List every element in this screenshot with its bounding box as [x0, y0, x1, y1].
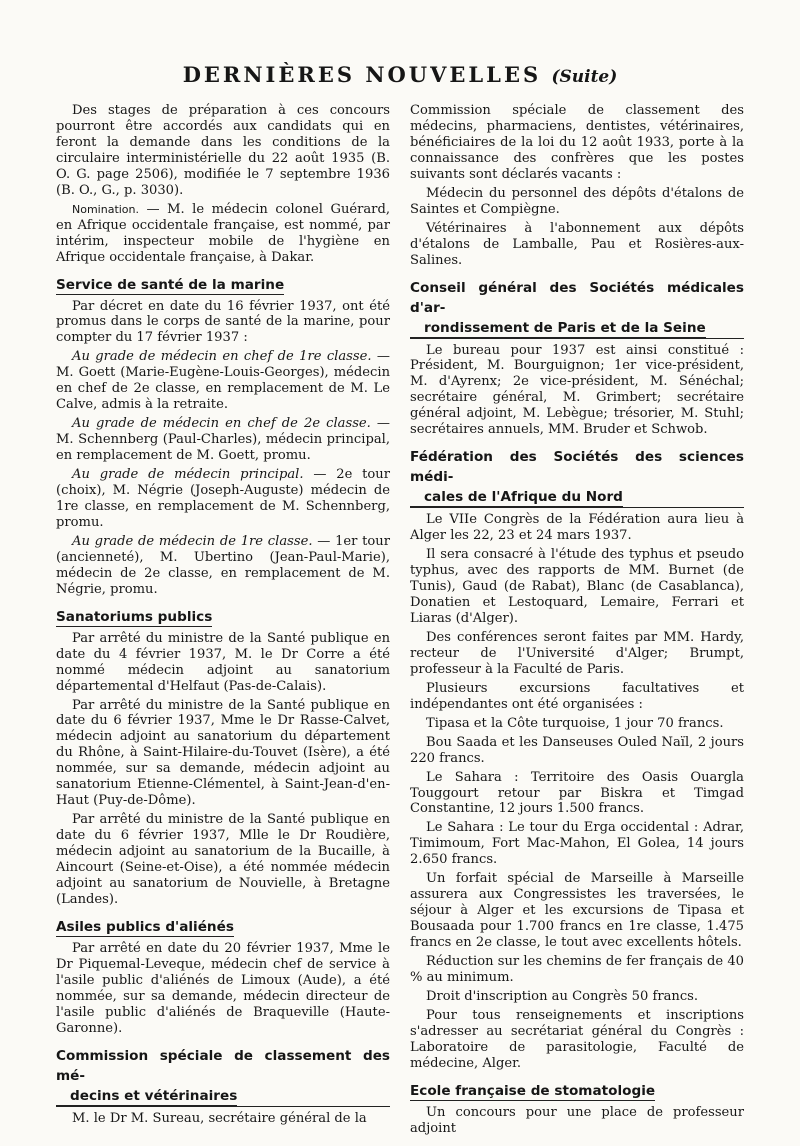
federation-paragraph: Droit d'inscription au Congrès 50 francs.	[426, 988, 699, 1004]
federation-paragraph: Tipasa et la Côte turquoise, 1 jour 70 francs.	[426, 715, 724, 731]
nomination-text: — M. le médecin colonel Guérard, en Afrique occidentale française, est nommé, par intérim, inspecteur mobile de l'hygiène en Afrique occidentale française, à Dakar.	[56, 201, 390, 265]
page-title-text: DERNIÈRES NOUVELLES	[182, 62, 542, 87]
section-heading-sanatoriums: Sanatoriums publics	[56, 608, 213, 625]
federation-paragraph: Plusieurs excursions facultatives et indépendantes ont été organisées :	[410, 680, 744, 712]
section-heading-asiles: Asiles publics d'aliénés	[56, 918, 234, 935]
federation-paragraph: Le Sahara : Le tour du Erga occidental : Adrar, Timimoum, Fort Mac-Mahon, El Golea, 14 jours 2.650 francs.	[410, 820, 744, 868]
marine-item: Au grade de médecin en chef de 1re classe. — M. Goett (Marie-Eugène-Louis-Georges), médecin en chef de 2e classe, en remplacement de M. Le Calve, admis à la retraite.	[56, 349, 390, 413]
commission-paragraph-start: M. le Dr M. Sureau, secrétaire général de la	[72, 1110, 367, 1126]
federation-paragraph: Le VIIe Congrès de la Fédération aura lieu à Alger les 22, 23 et 24 mars 1937.	[410, 512, 744, 544]
federation-paragraph: Réduction sur les chemins de fer français de 40 % au minimum.	[410, 954, 744, 985]
sanatorium-paragraph: Par arrêté du ministre de la Santé publique en date du 4 février 1937, M. le Dr Corre a été nommé médecin adjoint au sanatorium départemental d'Helfaut (Pas-de-Calais).	[56, 630, 390, 694]
nomination-paragraph	[56, 202, 390, 266]
federation-paragraph: Il sera consacré à l'étude des typhus et pseudo typhus, avec des rapports de MM. Burnet (de Tunis), Gaud (de Rabat), Blanc (de Casablanca), Donatien et Lestoquard, Lemaire, Ferrari et Liaras (d'Alger).	[410, 547, 744, 626]
federation-paragraph: Bou Saada et les Danseuses Ouled Naïl, 2 jours 220 francs.	[410, 734, 744, 766]
section-heading-ecole: Ecole française de stomatologie	[410, 1082, 656, 1099]
commission-post: Médecin du personnel des dépôts d'étalons de Saintes et Compiègne.	[410, 185, 744, 217]
federation-paragraph: Pour tous renseignements et inscriptions s'adresser au secrétariat général du Congrès : Laboratoire de parasitologie, Faculté de médecine, Alger.	[410, 1007, 744, 1071]
section-heading-conseil: Conseil général des Sociétés médicales d'ar- rondissement de Paris et de la Seine	[410, 278, 744, 339]
section-heading-federation: Fédération des Sociétés des sciences médi- cales de l'Afrique du Nord	[410, 447, 744, 508]
sanatorium-paragraph: Par arrêté du ministre de la Santé publique en date du 6 février 1937, Mme le Dr Rasse-Calvet, médecin adjoint au sanatorium du département du Rhône, à Saint-Hilaire-du-Touvet (Isère), a été nommée, sur sa demande, médecin adjoint au sanatorium Etienne-Clémentel, à Saint-Jean-d'en-Haut (Puy-de-Dôme).	[56, 697, 390, 809]
marine-item: Au grade de médecin en chef de 2e classe. — M. Schennberg (Paul-Charles), médecin principal, en remplacement de M. Goett, promu.	[56, 416, 390, 464]
commission-post: Vétérinaires à l'abonnement aux dépôts d'étalons de Lamballe, Pau et Rosières-aux-Salines.	[410, 220, 744, 268]
federation-paragraph: Un forfait spécial de Marseille à Marseille assurera aux Congressistes les traversées, le séjour à Alger et les excursions de Tipasa et Bousaada pour 1.700 francs en 1re classe, 1.475 francs en 2e classe, le tout avec excellents hôtels.	[410, 871, 744, 951]
sanatorium-paragraph: Par arrêté du ministre de la Santé publique en date du 6 février 1937, Mlle le Dr Roudière, médecin adjoint au sanatorium de la Bucaille, à Aincourt (Seine-et-Oise), a été nommée médecin adjoint au sanatorium de Nouvielle, à Bretagne (Landes).	[56, 812, 390, 907]
section-heading-commission: Commission spéciale de classement des mé- decins et vétérinaires	[56, 1046, 390, 1107]
intro-paragraph: Des stages de préparation à ces concours pourront être accordés aux candidats qui en feront la demande dans les conditions de la circulaire interministérielle du 22 août 1935 (B. O. G. page 2506), modifiée le 7 septembre 1936 (B. O., G., p. 3030).	[56, 103, 390, 198]
marine-item: Au grade de médecin de 1re classe. — 1er tour (ancienneté), M. Ubertino (Jean-Paul-Marie), médecin de 2e classe, en remplacement de M. Négrie, promu.	[56, 533, 390, 597]
conseil-paragraph: Le bureau pour 1937 est ainsi constitué : Président, M. Bourguignon; 1er vice-président, M. d'Ayrenx; 2e vice-président, M. Sénéchal; secrétaire général, M. Grimbert; secrétaire général adjoint, M. Lebègue; trésorier, M. Stuhl; secrétaires annuels, MM. Bruder et Schwob.	[410, 342, 744, 438]
page-title	[0, 62, 800, 87]
commission-paragraph-cont: Commission spéciale de classement des médecins, pharmaciens, dentistes, vétérinaires, bénéficiaires de la loi du 12 août 1933, porte à la connaissance des confrères que les postes suivants sont déclarés vacants :	[410, 103, 744, 182]
marine-intro: Par décret en date du 16 février 1937, ont été promus dans le corps de santé de la marine, pour compter du 17 février 1937 :	[56, 298, 390, 346]
right-column	[410, 103, 744, 1140]
marine-item: Au grade de médecin principal. — 2e tour (choix), M. Négrie (Joseph-Auguste) médecin de 1re classe, en remplacement de M. Schennberg, promu.	[56, 467, 390, 530]
federation-paragraph: Le Sahara : Territoire des Oasis Ouargla Touggourt retour par Biskra et Timgad Constantine, 12 jours 1.500 francs.	[410, 769, 744, 817]
asiles-paragraph: Par arrêté en date du 20 février 1937, Mme le Dr Piquemal-Leveque, médecin chef de service à l'asile public d'aliénés de Limoux (Aude), a été nommée, sur sa demande, médecin directeur de l'asile public d'aliénés de Braqueville (Haute-Garonne).	[56, 940, 390, 1036]
federation-paragraph: Des conférences seront faites par MM. Hardy, recteur de l'Université d'Alger; Brumpt, professeur à la Faculté de Paris.	[410, 629, 744, 677]
page-title-suite: (Suite)	[551, 67, 618, 87]
left-column	[56, 103, 390, 1130]
section-heading-marine: Service de santé de la marine	[56, 276, 285, 293]
ecole-paragraph: Un concours pour une place de professeur adjoint	[410, 1104, 744, 1136]
nomination-label: Nomination.	[72, 202, 140, 216]
